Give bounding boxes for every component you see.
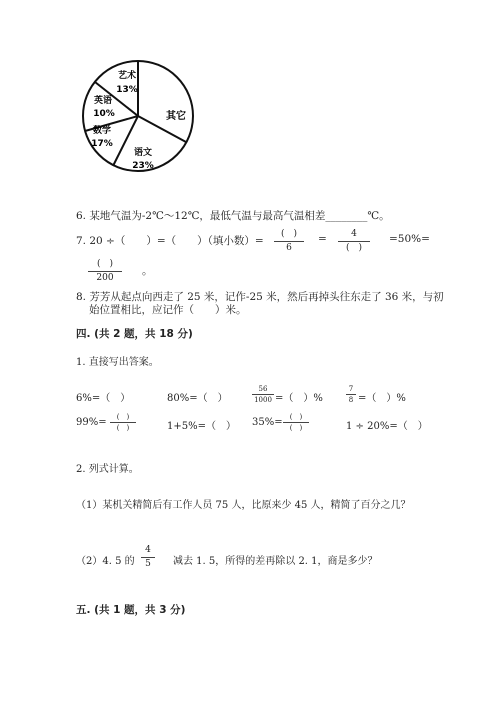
fraction-numerator: ( ): [116, 413, 130, 421]
fraction-numerator: ( ): [289, 413, 303, 421]
calc-item: [76, 389, 130, 404]
fraction: [338, 229, 370, 254]
calc-item: [167, 417, 236, 432]
fraction: [252, 385, 274, 404]
question-7-prefix: 7. 20 ÷（ ）=（ ）（填小数）=: [76, 235, 264, 247]
question-7-tail: =50%=: [389, 233, 430, 245]
calc-answer-blank: =（ ）: [389, 421, 428, 432]
fraction-denominator: ( ): [116, 424, 130, 432]
pie-label-math: 数学: [92, 126, 112, 136]
fraction-numerator: 4: [145, 545, 151, 555]
question-7-end: 。: [142, 265, 153, 277]
pie-chart: [80, 58, 200, 178]
calc-expression: 99%: [76, 417, 99, 428]
fraction-denominator: ( ): [289, 424, 303, 432]
fraction: [283, 413, 309, 432]
question-6: 6. 某地气温为-2℃～12℃，最低气温与最高气温相差________℃。: [76, 210, 390, 222]
calc-answer-blank: =（ ）%: [358, 393, 406, 404]
fraction-denominator: ( ): [345, 243, 363, 253]
pie-pct-chinese: 23%: [132, 161, 154, 171]
question-4-2-part-1: （1）某机关精简后有工作人员 75 人，比原来少 45 人，精简了百分之几？: [76, 500, 411, 511]
fraction-numerator: ( ): [280, 229, 298, 239]
equals-sign: =: [274, 417, 283, 428]
fraction-denominator: 200: [96, 273, 114, 283]
pie-label-chinese: 语文: [133, 148, 153, 158]
fraction-bar: [283, 422, 309, 423]
question-4-1-title: 1. 直接写出答案。: [76, 357, 159, 368]
fraction: [274, 229, 304, 254]
section-4-title: 四. (共 2 题，共 18 分): [76, 328, 193, 340]
fraction-bar: [252, 394, 274, 395]
calc-answer-blank: =（ ）: [91, 393, 131, 404]
fraction-denominator: 5: [145, 559, 151, 569]
pie-divider: [113, 116, 138, 166]
calc-item: [76, 417, 107, 428]
fraction-numerator: 7: [348, 385, 354, 393]
question-4-2-part-2-b: 减去 1. 5，所得的差再除以 2. 1，商是多少？: [173, 556, 378, 567]
fraction-numerator: 56: [258, 385, 268, 393]
fraction-bar: [338, 241, 370, 242]
fraction: [88, 259, 122, 284]
calc-answer-blank: =（ ）%: [275, 393, 323, 404]
question-4-2-title: 2. 列式计算。: [76, 464, 139, 475]
fraction-bar: [141, 557, 155, 558]
calc-item: [346, 417, 428, 432]
fraction: [110, 413, 136, 432]
fraction: [346, 385, 356, 404]
fraction-numerator: 4: [351, 229, 357, 239]
section-5-title: 五. (共 1 题，共 3 分): [76, 604, 186, 616]
equals-sign: =: [98, 417, 107, 428]
fraction-bar: [88, 271, 122, 272]
calc-expression: 6%: [76, 393, 92, 404]
calc-item: [167, 389, 228, 404]
question-8-line-1: 8. 芳芳从起点向西走了 25 米，记作-25 米，然后再掉头往东走了 36 米，与初: [76, 291, 444, 303]
pie-label-other: 其它: [166, 111, 186, 122]
question-4-2-part-2-a: （2）4. 5 的: [76, 556, 135, 567]
question-8-line-2: 始位置相比，应记作（ ）米。: [89, 304, 247, 316]
fraction-denominator: 6: [286, 243, 292, 253]
pie-pct-math: 17%: [91, 139, 113, 149]
pie-pct-art: 13%: [116, 85, 138, 95]
fraction-bar: [110, 422, 136, 423]
calc-answer-blank: =（ ）: [197, 421, 236, 432]
fraction-bar: [346, 394, 356, 395]
calc-item: [252, 417, 283, 428]
fraction: [141, 545, 155, 570]
fraction-numerator: ( ): [96, 259, 114, 269]
equals-sign: =: [318, 233, 327, 245]
calc-expression: 35%: [252, 417, 275, 428]
calc-answer-blank: =（ ）: [189, 393, 228, 404]
fraction-denominator: 8: [348, 396, 354, 404]
fraction-denominator: 1000: [254, 396, 272, 404]
pie-label-english: 英语: [93, 96, 113, 106]
pie-pct-english: 10%: [93, 109, 115, 119]
calc-expression: 1+5%: [167, 421, 198, 432]
calc-expression: 1 ÷ 20%: [346, 421, 390, 432]
fraction-bar: [274, 241, 304, 242]
calc-expression: 80%: [167, 393, 190, 404]
pie-label-art: 艺术: [117, 71, 137, 81]
